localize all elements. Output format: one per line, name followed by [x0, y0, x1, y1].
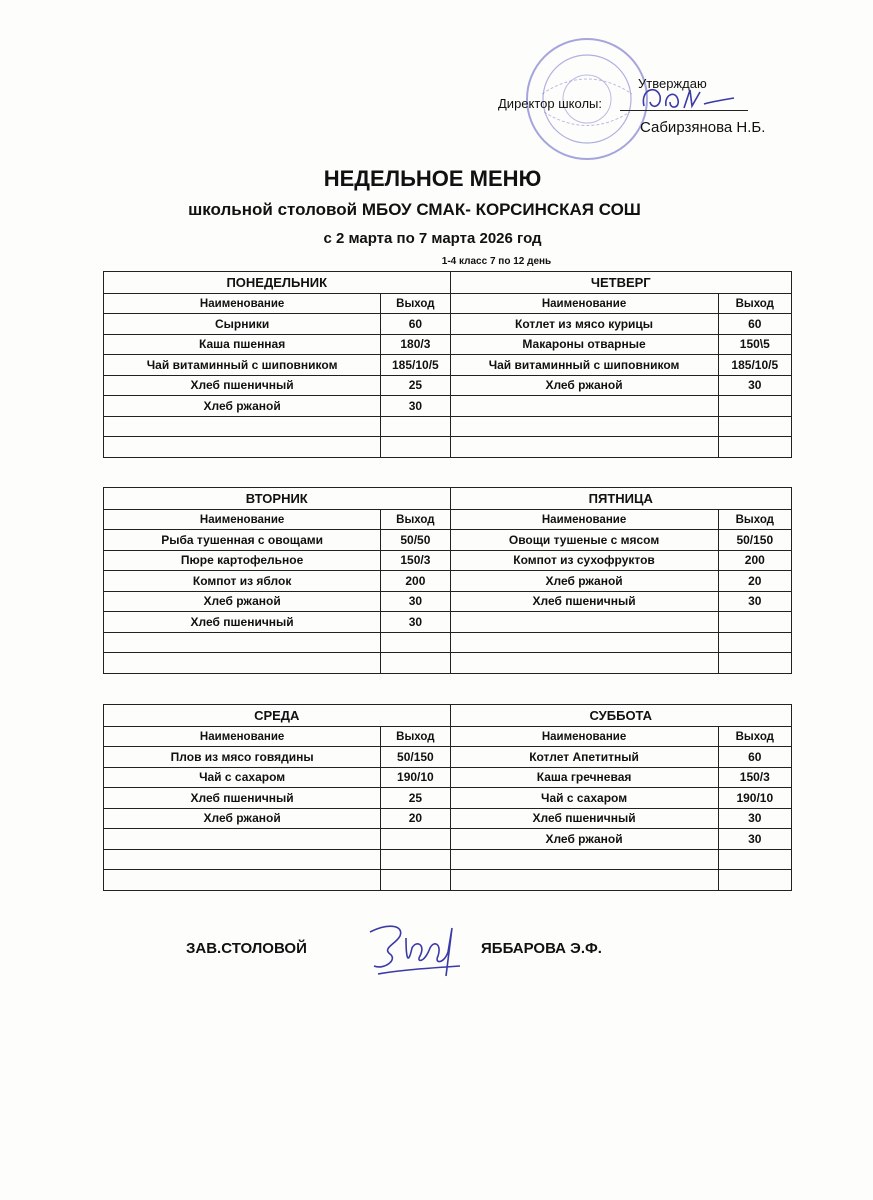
day-title: СРЕДА	[104, 705, 451, 727]
dish-yield: 25	[381, 375, 450, 396]
dish-yield: 190/10	[718, 788, 791, 809]
footer-position: ЗАВ.СТОЛОВОЙ	[186, 940, 307, 957]
dish-yield	[718, 632, 791, 653]
dish-name: Рыба тушенная с овощами	[104, 530, 381, 551]
menu-table-mon-thu	[103, 271, 792, 458]
table-row	[104, 416, 792, 437]
table-row	[104, 788, 792, 809]
column-header-row	[104, 294, 792, 314]
approval-block	[0, 0, 873, 160]
column-header-name: Наименование	[104, 727, 381, 747]
dish-name	[450, 632, 718, 653]
director-label: Директор школы:	[498, 96, 602, 111]
dish-yield: 60	[381, 314, 450, 335]
column-header-row	[104, 727, 792, 747]
table-row	[104, 334, 792, 355]
dish-name	[104, 653, 381, 674]
day-title: ПОНЕДЕЛЬНИК	[104, 272, 451, 294]
dish-yield	[718, 416, 791, 437]
dish-yield: 25	[381, 788, 450, 809]
footer-name: ЯББАРОВА Э.Ф.	[481, 940, 602, 957]
dish-yield: 20	[718, 571, 791, 592]
canteen-head-signature	[360, 918, 470, 982]
dish-name	[104, 849, 381, 870]
table-row	[104, 375, 792, 396]
dish-name: Сырники	[104, 314, 381, 335]
dish-name	[450, 396, 718, 417]
menu-table-wed-sat	[103, 704, 792, 891]
dish-name	[104, 870, 381, 891]
dish-name: Чай с сахаром	[450, 788, 718, 809]
table-row	[104, 396, 792, 417]
dish-name: Компот из яблок	[104, 571, 381, 592]
dish-yield: 150/3	[381, 550, 450, 571]
dish-yield: 30	[381, 396, 450, 417]
dish-name: Хлеб пшеничный	[450, 808, 718, 829]
dish-yield: 20	[381, 808, 450, 829]
dish-name: Хлеб ржаной	[450, 829, 718, 850]
dish-name: Хлеб ржаной	[450, 375, 718, 396]
dish-yield	[381, 849, 450, 870]
day-title: СУББОТА	[450, 705, 791, 727]
dish-yield: 30	[381, 612, 450, 633]
page-title: НЕДЕЛЬНОЕ МЕНЮ	[323, 166, 542, 191]
dish-yield	[381, 870, 450, 891]
dish-yield: 150\5	[718, 334, 791, 355]
dish-name: Чай с сахаром	[104, 767, 381, 788]
dish-name: Хлеб ржаной	[104, 808, 381, 829]
page-subtitle: школьной столовой МБОУ СМАК- КОРСИНСКАЯ СОШ	[188, 200, 641, 219]
dish-name	[450, 653, 718, 674]
column-header-yield: Выход	[381, 727, 450, 747]
dish-yield	[718, 612, 791, 633]
dish-yield: 30	[718, 591, 791, 612]
day-header-row	[104, 272, 792, 294]
dish-yield	[381, 653, 450, 674]
day-title: ЧЕТВЕРГ	[450, 272, 791, 294]
dish-name	[104, 416, 381, 437]
dish-name	[104, 437, 381, 458]
dish-name: Хлеб пшеничный	[104, 788, 381, 809]
dish-name: Котлет из мясо курицы	[450, 314, 718, 335]
dish-yield	[718, 870, 791, 891]
table-row	[104, 870, 792, 891]
dish-yield: 50/50	[381, 530, 450, 551]
dish-name: Макароны отварные	[450, 334, 718, 355]
dish-name: Хлеб ржаной	[104, 396, 381, 417]
dish-yield: 60	[718, 314, 791, 335]
dish-name: Плов из мясо говядины	[104, 747, 381, 768]
table-row	[104, 530, 792, 551]
table-row	[104, 591, 792, 612]
table-row	[104, 355, 792, 376]
dish-yield: 185/10/5	[381, 355, 450, 376]
dish-yield: 200	[718, 550, 791, 571]
table-row	[104, 808, 792, 829]
dish-yield: 190/10	[381, 767, 450, 788]
dish-name: Хлеб пшеничный	[104, 612, 381, 633]
table-row	[104, 612, 792, 633]
dish-yield	[381, 829, 450, 850]
dish-name: Овощи тушеные с мясом	[450, 530, 718, 551]
dish-name: Хлеб ржаной	[104, 591, 381, 612]
dish-name	[450, 416, 718, 437]
date-range: с 2 марта по 7 марта 2026 год	[323, 230, 542, 247]
column-header-yield: Выход	[381, 294, 450, 314]
dish-yield	[381, 437, 450, 458]
dish-yield: 30	[718, 808, 791, 829]
table-row	[104, 632, 792, 653]
column-header-name: Наименование	[104, 510, 381, 530]
dish-name: Хлеб пшеничный	[104, 375, 381, 396]
dish-name: Чай витаминный с шиповником	[450, 355, 718, 376]
day-title: ВТОРНИК	[104, 488, 451, 510]
column-header-yield: Выход	[718, 510, 791, 530]
dish-yield	[718, 653, 791, 674]
dish-name	[450, 437, 718, 458]
table-row	[104, 437, 792, 458]
table-row	[104, 747, 792, 768]
dish-yield: 150/3	[718, 767, 791, 788]
day-header-row	[104, 705, 792, 727]
dish-yield	[718, 437, 791, 458]
dish-yield: 185/10/5	[718, 355, 791, 376]
dish-name: Хлеб пшеничный	[450, 591, 718, 612]
dish-yield: 60	[718, 747, 791, 768]
table-row	[104, 314, 792, 335]
menu-table-tue-fri	[103, 487, 792, 674]
dish-yield: 200	[381, 571, 450, 592]
dish-yield: 30	[381, 591, 450, 612]
dish-name	[450, 612, 718, 633]
table-row	[104, 849, 792, 870]
table-row	[104, 767, 792, 788]
column-header-name: Наименование	[450, 510, 718, 530]
dish-yield: 30	[718, 375, 791, 396]
dish-name: Хлеб ржаной	[450, 571, 718, 592]
dish-name: Чай витаминный с шиповником	[104, 355, 381, 376]
column-header-name: Наименование	[450, 727, 718, 747]
dish-yield	[718, 396, 791, 417]
column-header-name: Наименование	[450, 294, 718, 314]
dish-name: Котлет Апетитный	[450, 747, 718, 768]
dish-name	[450, 870, 718, 891]
dish-yield	[381, 632, 450, 653]
director-signature	[630, 76, 740, 120]
class-range: 1-4 класс 7 по 12 день	[441, 256, 552, 267]
column-header-row	[104, 510, 792, 530]
dish-yield: 30	[718, 829, 791, 850]
dish-yield: 50/150	[381, 747, 450, 768]
approve-word: Утверждаю	[638, 76, 707, 91]
dish-name: Пюре картофельное	[104, 550, 381, 571]
dish-name	[104, 632, 381, 653]
column-header-yield: Выход	[718, 727, 791, 747]
table-row	[104, 653, 792, 674]
table-row	[104, 550, 792, 571]
column-header-yield: Выход	[381, 510, 450, 530]
dish-name	[450, 849, 718, 870]
day-title: ПЯТНИЦА	[450, 488, 791, 510]
column-header-yield: Выход	[718, 294, 791, 314]
dish-yield: 180/3	[381, 334, 450, 355]
day-header-row	[104, 488, 792, 510]
table-row	[104, 829, 792, 850]
dish-name	[104, 829, 381, 850]
dish-yield	[718, 849, 791, 870]
dish-name: Компот из сухофруктов	[450, 550, 718, 571]
dish-name: Каша пшенная	[104, 334, 381, 355]
table-row	[104, 571, 792, 592]
column-header-name: Наименование	[104, 294, 381, 314]
dish-yield: 50/150	[718, 530, 791, 551]
dish-yield	[381, 416, 450, 437]
dish-name: Каша гречневая	[450, 767, 718, 788]
director-name: Сабирзянова Н.Б.	[640, 119, 766, 136]
